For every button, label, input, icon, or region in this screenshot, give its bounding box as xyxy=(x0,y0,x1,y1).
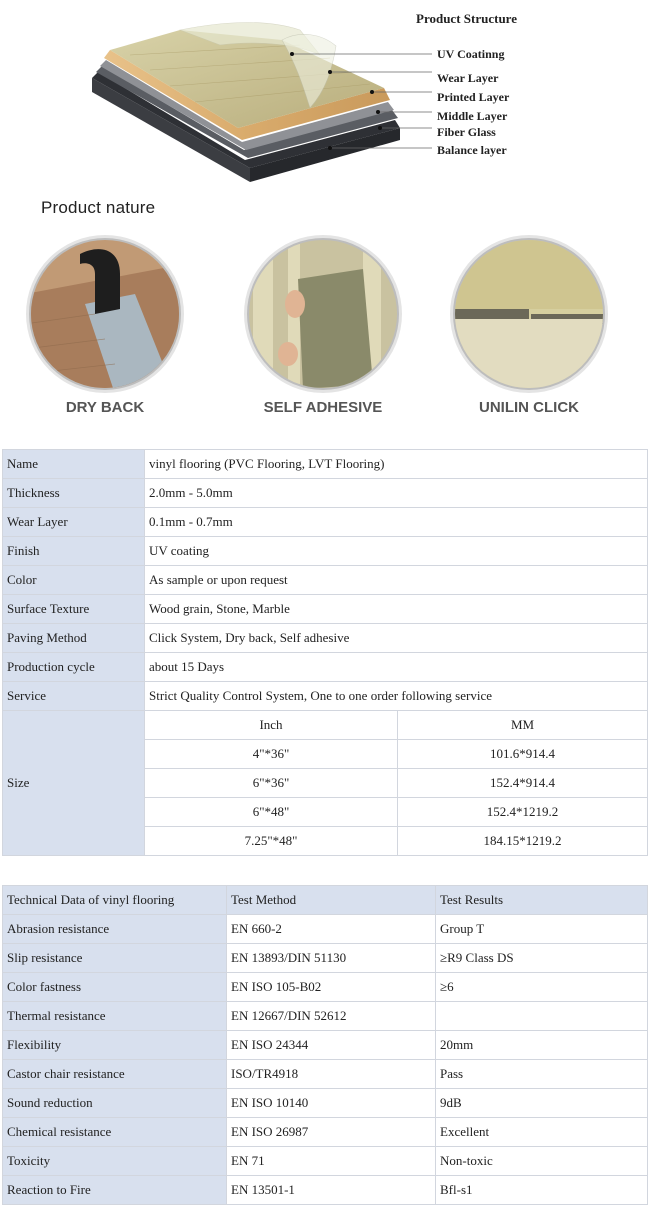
unilin-click-caption: UNILIN CLICK xyxy=(479,399,579,416)
table-row xyxy=(3,944,648,973)
table-row xyxy=(3,1060,648,1089)
spec-table xyxy=(2,449,648,856)
spec-value: about 15 Days xyxy=(145,653,648,682)
table-row xyxy=(3,1089,648,1118)
tech-method: EN ISO 26987 xyxy=(227,1118,436,1147)
layer-label-printed: Printed Layer xyxy=(437,90,510,104)
spec-label: Service xyxy=(3,682,145,711)
spec-value: As sample or upon request xyxy=(145,566,648,595)
tech-method: EN ISO 24344 xyxy=(227,1031,436,1060)
tech-method: ISO/TR4918 xyxy=(227,1060,436,1089)
tech-method: EN 13501-1 xyxy=(227,1176,436,1205)
spec-value: vinyl flooring (PVC Flooring, LVT Flooring) xyxy=(145,450,648,479)
spec-label: Name xyxy=(3,450,145,479)
product-structure-section xyxy=(0,0,650,195)
spec-label: Wear Layer xyxy=(3,508,145,537)
tech-result: Excellent xyxy=(436,1118,648,1147)
table-row xyxy=(3,1031,648,1060)
tech-result: 9dB xyxy=(436,1089,648,1118)
spec-value: 2.0mm - 5.0mm xyxy=(145,479,648,508)
self-adhesive-image xyxy=(243,234,403,394)
size-mm: 101.6*914.4 xyxy=(398,740,648,769)
size-inch: 6"*36" xyxy=(145,769,398,798)
tech-result: Group T xyxy=(436,915,648,944)
tech-result: Pass xyxy=(436,1060,648,1089)
table-row xyxy=(3,711,648,740)
spec-label: Paving Method xyxy=(3,624,145,653)
size-mm: 152.4*914.4 xyxy=(398,769,648,798)
size-mm: 152.4*1219.2 xyxy=(398,798,648,827)
table-row xyxy=(3,915,648,944)
spec-label: Surface Texture xyxy=(3,595,145,624)
table-header-row xyxy=(3,886,648,915)
table-row xyxy=(3,1002,648,1031)
table-row xyxy=(3,537,648,566)
tech-property: Abrasion resistance xyxy=(3,915,227,944)
tech-property: Castor chair resistance xyxy=(3,1060,227,1089)
spec-value: 0.1mm - 0.7mm xyxy=(145,508,648,537)
tech-method: EN 12667/DIN 52612 xyxy=(227,1002,436,1031)
spec-value: Strict Quality Control System, One to one order following service xyxy=(145,682,648,711)
tech-method: EN ISO 105-B02 xyxy=(227,973,436,1002)
size-mm: 184.15*1219.2 xyxy=(398,827,648,856)
tech-header-results: Test Results xyxy=(436,886,648,915)
tech-result: ≥R9 Class DS xyxy=(436,944,648,973)
table-row xyxy=(3,624,648,653)
spec-value: UV coating xyxy=(145,537,648,566)
tech-property: Reaction to Fire xyxy=(3,1176,227,1205)
layer-structure-illustration xyxy=(0,0,650,195)
tech-property: Color fastness xyxy=(3,973,227,1002)
size-inch: 6"*48" xyxy=(145,798,398,827)
spec-label: Production cycle xyxy=(3,653,145,682)
size-header-mm: MM xyxy=(398,711,648,740)
tech-property: Slip resistance xyxy=(3,944,227,973)
spec-label: Thickness xyxy=(3,479,145,508)
tech-property: Toxicity xyxy=(3,1147,227,1176)
tech-result: 20mm xyxy=(436,1031,648,1060)
spec-label: Finish xyxy=(3,537,145,566)
tech-result: Bfl-s1 xyxy=(436,1176,648,1205)
tech-property: Chemical resistance xyxy=(3,1118,227,1147)
spec-value: Click System, Dry back, Self adhesive xyxy=(145,624,648,653)
layer-label-wear: Wear Layer xyxy=(437,71,499,85)
tech-header-name: Technical Data of vinyl flooring xyxy=(3,886,227,915)
tech-property: Thermal resistance xyxy=(3,1002,227,1031)
layer-label-fiber: Fiber Glass xyxy=(437,125,496,139)
size-label: Size xyxy=(3,711,145,856)
tech-method: EN 660-2 xyxy=(227,915,436,944)
structure-title: Product Structure xyxy=(416,11,517,26)
table-row xyxy=(3,973,648,1002)
layer-label-middle: Middle Layer xyxy=(437,109,508,123)
dry-back-image xyxy=(25,234,185,394)
table-row xyxy=(3,479,648,508)
spec-label: Color xyxy=(3,566,145,595)
table-row xyxy=(3,566,648,595)
tech-method: EN 71 xyxy=(227,1147,436,1176)
self-adhesive-caption: SELF ADHESIVE xyxy=(263,399,383,416)
table-row xyxy=(3,1176,648,1205)
size-inch: 4"*36" xyxy=(145,740,398,769)
tech-method: EN ISO 10140 xyxy=(227,1089,436,1118)
table-row xyxy=(3,595,648,624)
tech-table xyxy=(2,885,648,1205)
tech-result: ≥6 xyxy=(436,973,648,1002)
tech-property: Sound reduction xyxy=(3,1089,227,1118)
table-row xyxy=(3,653,648,682)
dry-back-caption: DRY BACK xyxy=(65,399,145,416)
spec-value: Wood grain, Stone, Marble xyxy=(145,595,648,624)
table-row xyxy=(3,508,648,537)
layer-label-uv: UV Coatinng xyxy=(437,47,505,61)
table-row xyxy=(3,1118,648,1147)
nature-title: Product nature xyxy=(41,198,156,217)
table-row xyxy=(3,682,648,711)
table-row xyxy=(3,1147,648,1176)
tech-method: EN 13893/DIN 51130 xyxy=(227,944,436,973)
layer-label-balance: Balance layer xyxy=(437,143,507,157)
tech-result xyxy=(436,1002,648,1031)
table-row xyxy=(3,450,648,479)
tech-property: Flexibility xyxy=(3,1031,227,1060)
unilin-click-image xyxy=(449,234,609,394)
size-header-inch: Inch xyxy=(145,711,398,740)
tech-header-method: Test Method xyxy=(227,886,436,915)
tech-result: Non-toxic xyxy=(436,1147,648,1176)
size-inch: 7.25"*48" xyxy=(145,827,398,856)
